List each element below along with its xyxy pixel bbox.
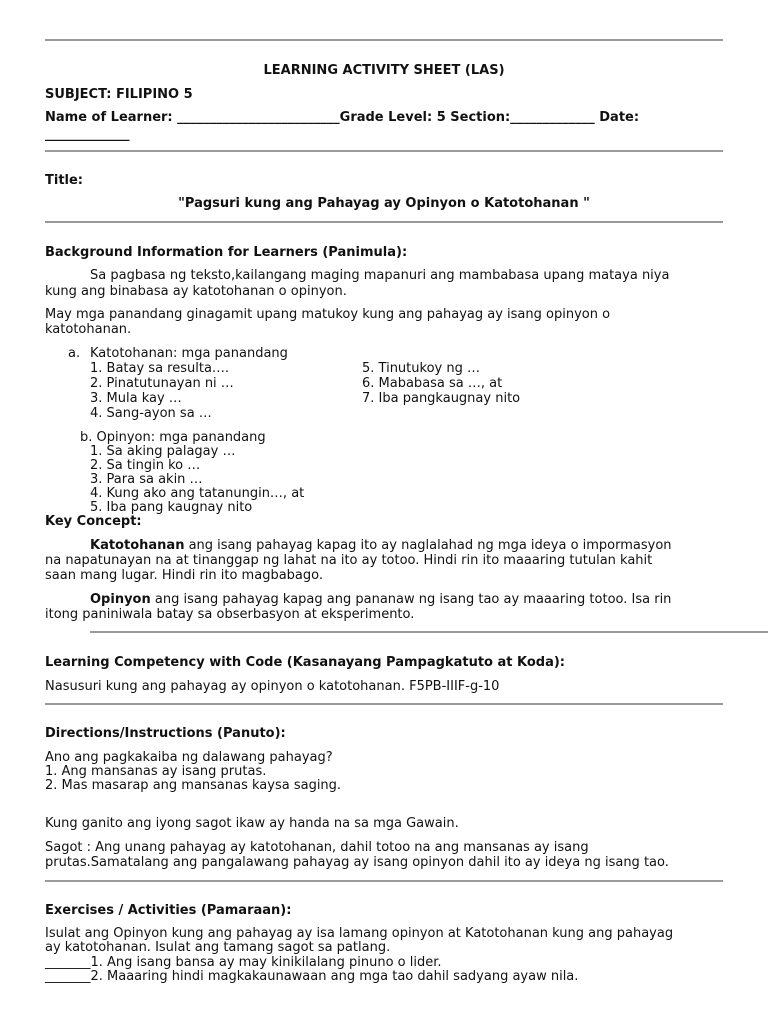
exercises-instruction: ay katotohanan. Isulat ang tamang sagot sa patlang.: [45, 940, 391, 955]
background-heading: Background Information for Learners (Panimula):: [45, 245, 408, 260]
key-concept-para1-line2: na napatunayan na at tinanggap ng lahat na ito ay totoo. Hindi rin ito maaaring tutulan kahit: [45, 553, 653, 568]
divider: [45, 221, 723, 223]
list-a-label: Katotohanan: mga panandang: [90, 346, 288, 361]
answer-line: prutas.Samatalang ang pangalawang pahayag ay isang opinyon dahil ito ay ideya ng isang tao.: [45, 855, 669, 870]
directions-line: Ano ang pagkakaiba ng dalawang pahayag?: [45, 750, 333, 765]
list-item: 4. Kung ako ang tatanungin…, at: [90, 486, 305, 501]
term-katotohanan: Katotohanan: [90, 538, 185, 553]
list-a-marker: a.: [68, 346, 81, 361]
list-b-label: b. Opinyon: mga panandang: [80, 430, 266, 445]
directions-heading: Directions/Instructions (Panuto):: [45, 726, 286, 741]
background-para1-line1: Sa pagbasa ng teksto,kailangang maging mapanuri ang mambabasa upang mataya niya: [90, 268, 670, 283]
directions-line: Kung ganito ang iyong sagot ikaw ay handa na sa mga Gawain.: [45, 816, 459, 831]
date-blank: _____________: [45, 127, 130, 142]
key-concept-para2-line1: [90, 592, 671, 607]
list-item: 2. Sa tingin ko …: [90, 458, 201, 473]
divider: [45, 39, 723, 41]
exercises-instruction: Isulat ang Opinyon kung ang pahayag ay isa lamang opinyon at Katotohanan kung ang pahayag: [45, 926, 674, 941]
key-concept-para1-line3: saan mang lugar. Hindi rin ito magbabago.: [45, 568, 323, 583]
background-para1-line2: kung ang binabasa ay katotohanan o opinyon.: [45, 284, 347, 299]
divider: [45, 150, 723, 152]
competency-text: Nasusuri kung ang pahayag ay opinyon o katotohanan. F5PB-IIIF-g-10: [45, 679, 500, 694]
directions-line: 2. Mas masarap ang mansanas kaysa saging.: [45, 778, 342, 793]
key-concept-para1-line1: [90, 538, 672, 553]
key-concept-heading: Key Concept:: [45, 514, 142, 529]
learner-info-line: Name of Learner: _________________________Grade Level: 5 Section:_____________ Date:: [45, 110, 640, 125]
list-item: 5. Tinutukoy ng …: [362, 361, 480, 376]
term-opinyon: Opinyon: [90, 592, 151, 607]
background-para2-line1: May mga panandang ginagamit upang matukoy kung ang pahayag ay isang opinyon o: [45, 307, 611, 322]
key-concept-text: ang isang pahayag kapag ang pananaw ng isang tao ay maaaring totoo. Isa rin: [150, 592, 672, 607]
activity-title: "Pagsuri kung ang Pahayag ay Opinyon o Katotohanan ": [178, 196, 590, 211]
background-para2-line2: katotohanan.: [45, 322, 132, 337]
list-item: 3. Para sa akin …: [90, 472, 203, 487]
list-item: 3. Mula kay …: [90, 391, 182, 406]
competency-heading: Learning Competency with Code (Kasanayang Pampagkatuto at Koda):: [45, 655, 565, 670]
key-concept-text: ang isang pahayag kapag ito ay naglalahad ng mga ideya o impormasyon: [184, 538, 672, 553]
subject-label: SUBJECT: FILIPINO 5: [45, 87, 193, 102]
answer-line: Sagot : Ang unang pahayag ay katotohanan, dahil totoo na ang mansanas ay isang: [45, 840, 589, 855]
list-item: 4. Sang-ayon sa …: [90, 406, 212, 421]
title-label: Title:: [45, 173, 84, 188]
exercises-heading: Exercises / Activities (Pamaraan):: [45, 903, 292, 918]
exercise-item: _______1. Ang isang bansa ay may kinikilalang pinuno o lider.: [45, 955, 442, 970]
list-item: 5. Iba pang kaugnay nito: [90, 500, 253, 515]
list-item: 1. Sa aking palagay …: [90, 444, 236, 459]
divider: [90, 631, 768, 633]
list-item: 7. Iba pangkaugnay nito: [362, 391, 521, 406]
divider: [45, 880, 723, 882]
list-item: 6. Mababasa sa …, at: [362, 376, 503, 391]
key-concept-para2-line2: itong paniniwala batay sa obserbasyon at eksperimento.: [45, 607, 415, 622]
page-title: LEARNING ACTIVITY SHEET (LAS): [263, 63, 505, 78]
exercise-item: _______2. Maaaring hindi magkakaunawaan ang mga tao dahil sadyang ayaw nila.: [45, 969, 579, 984]
divider: [45, 703, 723, 705]
list-item: 2. Pinatutunayan ni …: [90, 376, 234, 391]
directions-line: 1. Ang mansanas ay isang prutas.: [45, 764, 267, 779]
list-item: 1. Batay sa resulta….: [90, 361, 230, 376]
